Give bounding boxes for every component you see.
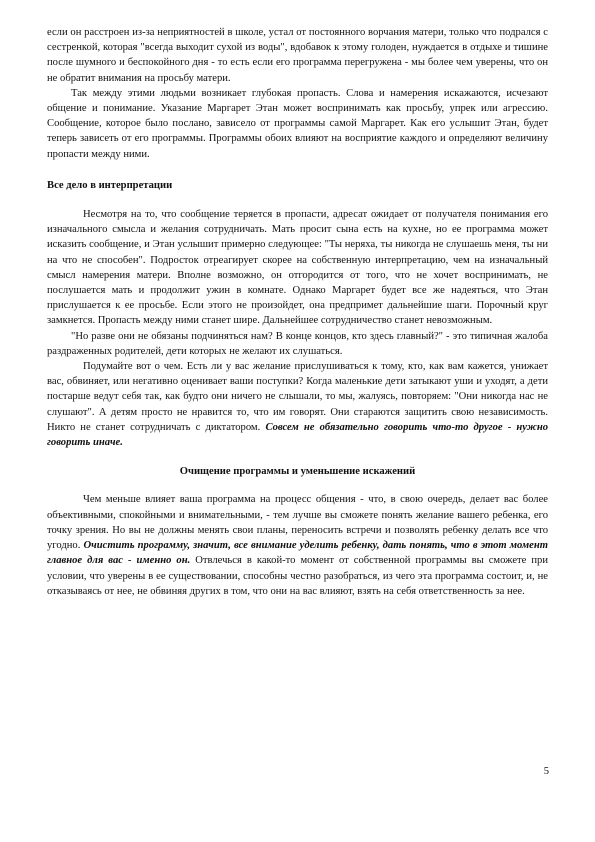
paragraph-6-text-start: Чем меньше влияет ваша программа на процесс общения - что, в свою очередь, делает вас более объективными, спокойными и внимательными, - тем лучше вы сможете понять желание вашего ребенка, его точку зрения. Но вы не должны менять свои планы, переносить встречи и позволять ребенку делать все что угодно.	[47, 494, 548, 552]
paragraph-5-emphasis: Совсем не обязательно говорить что-то другое - нужно говорить иначе.	[47, 421, 548, 449]
paragraph-6-emphasis: Очистить программу, значит, все внимание уделить ребенку, дать понять, что в этот момент главное для вас - именно он.	[47, 540, 548, 567]
paragraph-3: Несмотря на то, что сообщение теряется в пропасти, адресат ожидает от получателя понимания его изначального смысла и желания сотрудничать. Мать просит сына есть на кухне, но ее программа может исказить сообщение, и Этан услышит примерно следующее: "Ты неряха, ты никогда не слушаешь меня, ты ни на что не способен". Подросток отреагирует скорее на собственную интерпретацию, чем на изначальный смысл намерения матери. Вполне возможно, он отгородится от того, что не хочет воспринимать, не послушается мать и продолжит ужин в комнате. Однако Маргарет будет все же надеяться, что Этан прислушается к ее просьбе. Если этого не произойдет, она предпримет дальнейшие шаги. Порочный круг замкнется. Пропасть между ними станет шире. Дальнейшее сотрудничество станет невозможным.	[47, 209, 548, 327]
section-heading-cleaning-program: Очищение программы и уменьшение искажений	[179, 466, 416, 478]
section-heading-interpretation: Все дело в интерпретации	[47, 179, 173, 191]
paragraph-4: "Но разве они не обязаны подчиняться нам? В конце концов, кто здесь главный?" - это типичная жалоба раздраженных родителей, дети которых не желают их слушаться.	[47, 330, 548, 357]
paragraph-2: Так между этими людьми возникает глубокая пропасть. Слова и намерения искажаются, исчезают общение и понимание. Указание Маргарет Этан может воспринимать как просьбу, упрек или агрессию. Сообщение, которое было послано, зависело от программы самой Маргарет. Как его услышит Этан, будет теперь зависеть от его программы. Программы обоих влияют на восприятие каждого и определяют величину пропасти между ними.	[47, 87, 548, 160]
paragraph-6-text-end: Отвлечься в какой-то момент от собственной программы вы сможете при условии, что уверены в ее существовании, способны честно разобраться, из чего эта программа состоит, и, не отказываясь от нее, не обвиняя других в том, что они на вас влияют, взять на себя ответственность за нее.	[47, 555, 548, 597]
paragraph-1: если он расстроен из-за неприятностей в школе, устал от постоянного ворчания матери, только что подрался с сестренкой, которая "всегда выходит сухой из воды", вдобавок к этому голоден, нуждается в отдыхе и тишине после шумного и беспокойного дня - то есть если его программа перегружена - мы более чем уверены, что он не обратит внимания на просьбу матери.	[47, 27, 548, 84]
paragraph-6	[47, 492, 548, 598]
page-number: 5	[543, 766, 549, 777]
paragraph-5-text: Подумайте вот о чем. Есть ли у вас желание прислушиваться к тому, кто, как вам кажется, унижает вас, обвиняет, или негативно оценивает ваши поступки? Когда маленькие дети затыкают уши и уходят, а дети постарше ведут себя так, как будто они ничего не слышали, то мы, жалуясь, повторяем: "Они никогда нас не слушают". А детям просто не нравится то, что им говорят. Они стараются защитить свою независимость. Никто не станет сотрудничать с диктатором.	[47, 361, 548, 433]
paragraph-5	[47, 359, 548, 450]
